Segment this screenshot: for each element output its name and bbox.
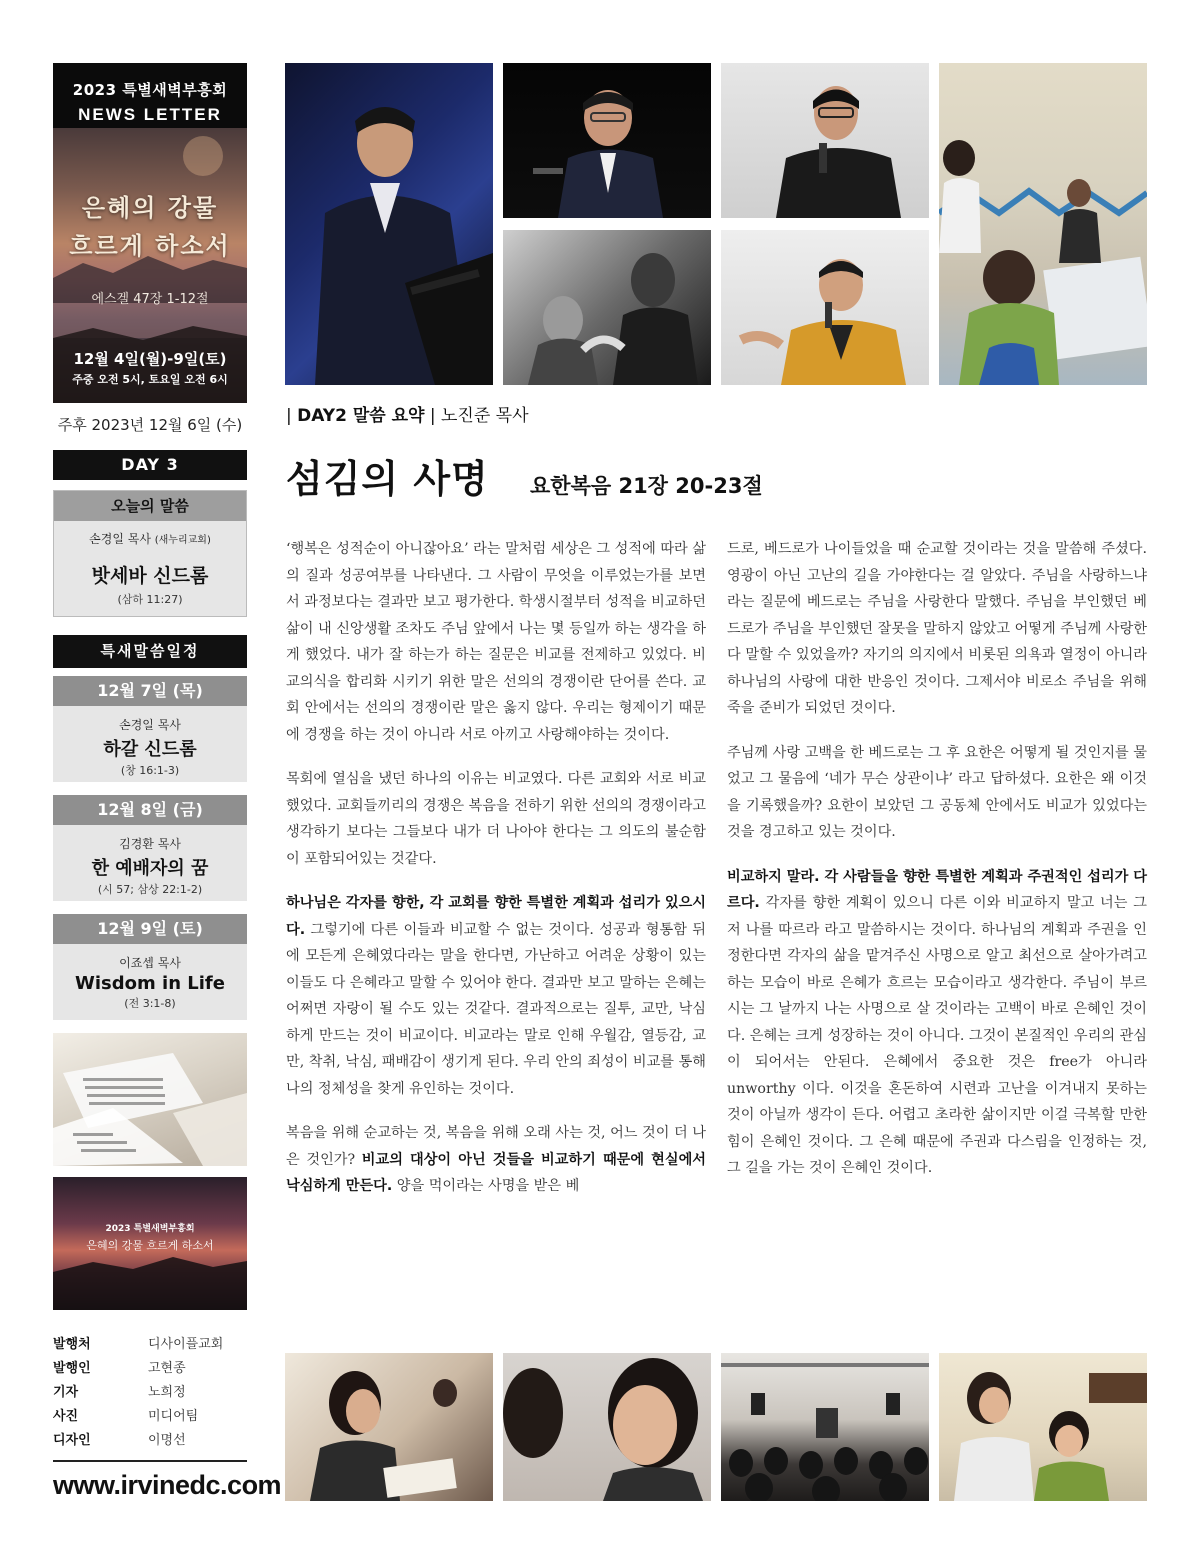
credit-row [53, 1357, 247, 1381]
today-sermon-box [53, 490, 247, 617]
photo-speaker-podium-graphic [285, 63, 493, 385]
schedule-ref: (시 57; 삼상 22:1-2) [97, 883, 203, 896]
credit-label: 사진 [53, 1409, 79, 1424]
article-column-right [727, 536, 1147, 1200]
article-paragraph: 드로, 베드로가 나이들었을 때 순교할 것이라는 것을 말씀해 주셨다. 영광이 아닌 고난의 길을 가야한다는 걸 알았다. 주님을 사랑하느냐라는 질문에 베드로는 주님을 사랑한다 말했다. 주님을 부인했던 베드로가 주님을 부인했던 잘못을 말하지 않았고 어떻게 주님께 사랑한다 말할 수 있었을까? 자기의 의지에서 비롯된 의욕과 열정이 아니라 하나님의 사랑에 대한 반응인 것이다. 그제서야 비로소 주님을 위해 죽을 준비가 되었던 것이다. [727, 541, 1147, 716]
credit-label: 발행처 [53, 1337, 91, 1352]
photo-kids-activity-graphic [939, 1353, 1147, 1501]
article-text: 그렇기에 다른 이들과 비교할 수 없는 것이다. 성공과 형통함 뒤에 모든게 은혜였다라는 말을 한다면, 가난하고 어려운 상황이 있는 이들도 다 은혜라고 말할 수 있어야 한다. 결과만 보고 말하는 은혜는 어쩌면 자랑이 될 수도 있는 것같다. 결과적으로는 질투, 교만, 낙심하게 만드는 것이 비교이다. 비교라는 말로 인해 우월감, 열등감, 교만, 착취, 낙심, 패배감이 생기게 된다. 우리 안의 죄성이 비교를 통해 나의 정체성을 찾게 유인하는 것이다. [286, 921, 706, 1097]
credit-row [53, 1429, 247, 1453]
article-kicker [286, 401, 529, 426]
photo-youth-listening [503, 1353, 711, 1501]
kicker-sep: | [429, 406, 436, 426]
credits-divider [53, 1460, 247, 1462]
photo-kids-classroom [939, 63, 1147, 385]
schedule-speaker: 이죠셉 목사 [119, 956, 181, 970]
today-ref: (삼하 11:27) [117, 593, 183, 606]
article-paragraph [286, 890, 706, 1102]
article-column-left [286, 536, 706, 1218]
schedule-date: 12월 8일 (금) [53, 795, 247, 825]
banner-caption-line1: 2023 특별새벽부흥회 [105, 1224, 195, 1234]
cover-header [53, 63, 247, 128]
cover-poster [53, 63, 247, 403]
schedule-card-day5 [53, 795, 247, 901]
article-paragraph: 주님께 사랑 고백을 한 베드로는 그 후 요한은 어떻게 될 것인지를 물었고 그 물음에 ‘네가 무슨 상관이냐’ 라고 답하셨다. 요한은 왜 이것을 기록했을까? 요한이 보았던 그 공동체 안에서도 비교가 있었다는 것을 경고하고 있는 것이다. [727, 744, 1147, 840]
today-title: 밧세바 신드롬 [91, 565, 209, 587]
credit-label: 디자인 [53, 1433, 91, 1448]
cover-event-name: 2023 특별새벽부흥회 [72, 81, 228, 99]
article-title: 섬김의 사명 [286, 457, 489, 501]
cover-times: 주중 오전 5시, 토요일 오전 6시 [72, 373, 228, 386]
schedule-title: Wisdom in Life [75, 973, 225, 994]
credit-label: 기자 [53, 1385, 79, 1400]
cover-title-line1: 은혜의 강물 [81, 193, 219, 222]
photo-kids-activity [939, 1353, 1147, 1501]
cover-verse: 에스겔 47장 1-12절 [91, 292, 209, 307]
cover-sunset-image [53, 128, 247, 403]
photo-congregation-bw [503, 230, 711, 385]
credit-value: 노희정 [148, 1385, 186, 1400]
cover-newsletter-label: NEWS LETTER [78, 105, 222, 124]
schedule-title: 하갈 신드롬 [103, 739, 197, 760]
article-paragraph: ‘행복은 성적순이 아니잖아요’ 라는 말처럼 세상은 그 성적에 따라 삶의 질과 성공여부를 나타낸다. 그 사람이 무엇을 이루었는가를 보면서 과정보다는 결과만 보고 평가한다. 학생시절부터 성적을 비교하던 삶이 내 신앙생활 조차도 주님 앞에서 나는 몇 등일까 하는 생각을 하게 했었다. 내가 잘 하는가 하는 질문은 비교를 전제하고 있었다. 비교의식을 합리화 시키기 위한 말은 선의의 경쟁이란 단어를 쓴다. 교회 안에서는 선의의 경쟁이란 말은 옳지 않다. 우리는 형제이기 때문에 경쟁을 하는 것이 아니라 서로 아끼고 사랑해야하는 것이다. [286, 541, 706, 743]
photo-youth-reading [285, 1353, 493, 1501]
photo-speaker-4-graphic [721, 230, 929, 385]
credit-row [53, 1405, 247, 1429]
article-paragraph [286, 1120, 706, 1200]
photo-speaker-4 [721, 230, 929, 385]
article-emphasis: 비교의 대상이 아닌 것들을 비교하기 때문에 현실에서 낙심하게 만든다. [286, 1151, 706, 1194]
schedule-speaker: 손경일 목사 [119, 718, 181, 732]
credit-value: 고현종 [148, 1361, 186, 1376]
article-paragraph [727, 864, 1147, 1182]
today-speaker-note: (새누리교회) [154, 535, 211, 546]
article-paragraph: 목회에 열심을 냈던 하나의 이유는 비교였다. 다른 교회와 서로 비교했었다. 교회들끼리의 경쟁은 복음을 전하기 위한 선의의 경쟁이라고 생각하기 보다는 그들보다 내가 더 나아야 한다는 그 의도의 불순함이 포함되어있는 것같다. [286, 771, 706, 867]
photo-sanctuary [721, 1353, 929, 1501]
banner-caption-line2: 은혜의 강물 흐르게 하소서 [86, 1239, 214, 1252]
issue-date: 주후 2023년 12월 6일 (수) [57, 416, 243, 434]
today-speaker: 손경일 목사 [89, 532, 151, 546]
kicker-speaker: 노진준 목사 [441, 406, 529, 426]
credit-row [53, 1333, 247, 1357]
schedule-ref: (전 3:1-8) [124, 997, 176, 1010]
kicker-bar: | [286, 406, 292, 426]
newsletter-print-graphic [53, 1033, 247, 1166]
today-heading: 오늘의 말씀 [54, 491, 246, 521]
article-emphasis: 비교하지 말라. 각 사람들을 향한 특별한 계획과 주권적인 섭리가 다르다. [727, 868, 1147, 911]
cover-dates: 12월 4일(월)-9일(토) [73, 350, 227, 368]
schedule-card-day4 [53, 676, 247, 782]
credit-label: 발행인 [53, 1361, 91, 1376]
kicker-label: DAY2 말씀 요약 [297, 406, 425, 426]
schedule-speaker: 김경환 목사 [119, 837, 181, 851]
article-text: 각자를 향한 계획이 있으니 다른 이와 비교하지 말고 너는 그저 나를 따르라 라고 말씀하시는 것이다. 하나님의 계획과 주권을 인정한다면 각자의 삶을 맡겨주신 사명으로 알고 최선으로 살아가려고 하는 모습이 바로 은혜가 흐르는 모습이라고 생각한다. 주님이 부르시는 그 날까지 나는 사명으로 살 것이라는 고백이 바로 은혜인 것이다. 은혜는 크게 성장하는 것이 아니다. 그것이 본질적인 우리의 관심이 되어서는 안된다. 은혜에서 중요한 것은 free가 아니라 unworthy 이다. 이것을 혼돈하여 시련과 고난을 이겨내지 못하는 것이 아닐까 생각이 든다. 어렵고 초라한 삶이지만 이걸 극복할 만한 힘이 은혜인 것이다. 그 은혜 때문에 주권과 다스림을 인정하는 것, 그 길을 가는 것이 은혜인 것이다. [727, 895, 1147, 1176]
credit-row [53, 1381, 247, 1405]
website-link[interactable]: www.irvinedc.com [53, 1470, 282, 1500]
event-banner-photo [53, 1177, 247, 1310]
photo-youth-reading-graphic [285, 1353, 493, 1501]
article-emphasis: 하나님은 각자를 향한, 각 교회를 향한 특별한 계획과 섭리가 있으시다. [286, 895, 706, 938]
schedule-date: 12월 7일 (목) [53, 676, 247, 706]
day-label: DAY 3 [53, 450, 247, 480]
newsletter-print-photo [53, 1033, 247, 1166]
article-text: 복음을 위해 순교하는 것, 복음을 위해 오래 사는 것, 어느 것이 더 나은 것인가? [286, 1125, 706, 1168]
schedule-title: 한 예배자의 꿈 [91, 858, 209, 879]
photo-kids-classroom-graphic [939, 63, 1147, 385]
article-scripture: 요한복음 21장 20-23절 [530, 474, 763, 498]
credit-value: 디사이플교회 [148, 1337, 224, 1352]
schedule-card-day6 [53, 914, 247, 1020]
photo-speaker-2-graphic [503, 63, 711, 218]
photo-speaker-3 [721, 63, 929, 218]
article-text: 양을 먹이라는 사명을 받은 베 [392, 1178, 580, 1194]
schedule-heading: 특새말씀일정 [53, 635, 247, 668]
photo-youth-listening-graphic [503, 1353, 711, 1501]
photo-congregation-bw-graphic [503, 230, 711, 385]
photo-speaker-3-graphic [721, 63, 929, 218]
credit-value: 이명선 [148, 1433, 186, 1448]
cover-title-line2: 흐르게 하소서 [69, 231, 231, 260]
credits [53, 1333, 247, 1453]
photo-speaker-2 [503, 63, 711, 218]
today-speaker-line [54, 530, 246, 547]
photo-sanctuary-graphic [721, 1353, 929, 1501]
schedule-ref: (창 16:1-3) [120, 764, 180, 777]
photo-speaker-podium [285, 63, 493, 385]
credit-value: 미디어팀 [148, 1409, 199, 1424]
schedule-date: 12월 9일 (토) [53, 914, 247, 944]
